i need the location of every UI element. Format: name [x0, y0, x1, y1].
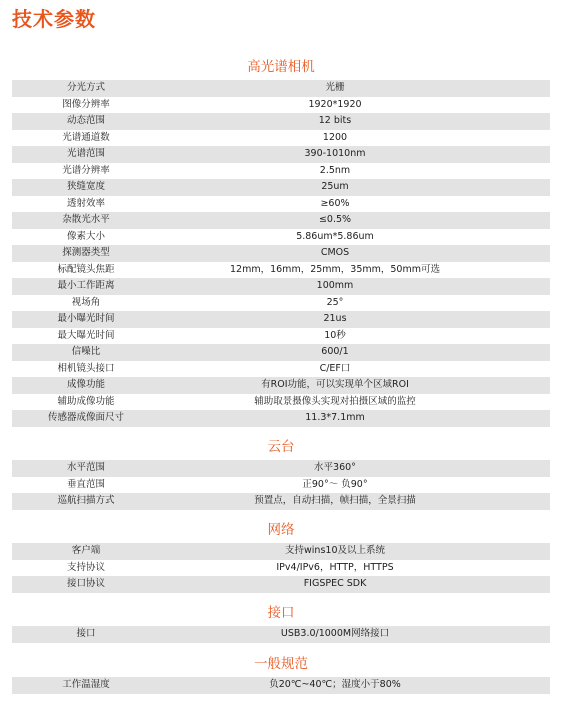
spec-label: 标配镜头焦距: [57, 263, 115, 275]
section-interface: [12, 604, 550, 643]
spec-label: 水平范围: [66, 462, 105, 473]
spec-value: USB3.0/1000M网络接口: [280, 628, 390, 639]
spec-value: IPv4/IPv6，HTTP，HTTPS: [276, 561, 394, 573]
spec-row: [12, 394, 550, 411]
spec-label: 接口协议: [66, 578, 105, 589]
spec-label: 动态范围: [66, 115, 105, 126]
spec-row: [12, 460, 550, 477]
spec-label: 最小曝光时间: [57, 313, 115, 324]
spec-row: [12, 477, 550, 494]
section-title: 接口: [267, 605, 295, 621]
spec-row: [12, 576, 550, 593]
spec-row: [12, 560, 550, 577]
spec-row: [12, 626, 550, 643]
spec-row: [12, 229, 550, 246]
spec-value: 25°: [326, 296, 344, 308]
spec-value: 390-1010nm: [304, 148, 366, 159]
section-general-specs: [12, 655, 550, 694]
spec-value: 12mm，16mm，25mm，35mm，50mm可选: [230, 263, 440, 275]
spec-row: [12, 163, 550, 180]
spec-value: 25um: [321, 181, 349, 192]
spec-row: [12, 80, 550, 97]
spec-label: 光谱范围: [66, 148, 105, 159]
spec-label: 巡航扫描方式: [57, 495, 115, 506]
spec-value: CMOS: [320, 247, 350, 258]
spec-row: [12, 377, 550, 394]
spec-row: [12, 311, 550, 328]
spec-value: 600/1: [321, 346, 349, 357]
spec-value: 正90°～ 负90°: [302, 478, 368, 490]
spec-row: [12, 212, 550, 229]
spec-label: 支持协议: [66, 561, 105, 573]
section-title: 一般规范: [254, 656, 308, 672]
spec-value: 有ROI功能，可以实现单个区域ROI: [261, 379, 409, 390]
spec-value: 10秒: [324, 329, 346, 341]
spec-label: 狭缝宽度: [66, 181, 105, 192]
spec-row: [12, 97, 550, 114]
spec-label: 传感器成像面尺寸: [47, 412, 124, 423]
spec-row: [12, 113, 550, 130]
spec-row: [12, 328, 550, 345]
spec-row: [12, 278, 550, 295]
spec-value: 支持wins10及以上系统: [285, 545, 385, 556]
spec-value: 负20℃~40℃；湿度小于80%: [269, 679, 401, 690]
section-title: 云台: [267, 439, 295, 455]
spec-row: [12, 179, 550, 196]
section-title: 网络: [267, 522, 295, 538]
spec-label: 分光方式: [66, 82, 105, 93]
spec-value: 辅助取景摄像头实现对拍摄区域的监控: [254, 395, 416, 407]
spec-label: 工作温湿度: [62, 679, 110, 690]
spec-row: [12, 196, 550, 213]
spec-value: ≤0.5%: [318, 214, 352, 225]
spec-row: [12, 410, 550, 427]
spec-value: 5.86um*5.86um: [296, 230, 374, 242]
spec-row: [12, 361, 550, 378]
spec-row: [12, 130, 550, 147]
section-network: [12, 521, 550, 593]
spec-value: ≥60%: [320, 197, 350, 209]
spec-label: 信噪比: [71, 346, 101, 357]
spec-label: 辅助成像功能: [57, 395, 115, 407]
spec-row: [12, 295, 550, 312]
spec-label: 透射效率: [66, 197, 105, 209]
section-title: 高光谱相机: [247, 59, 315, 75]
spec-label: 客户端: [71, 545, 101, 556]
spec-row: [12, 677, 550, 694]
spec-value: FIGSPEC SDK: [303, 578, 367, 589]
spec-label: 最大曝光时间: [57, 329, 115, 341]
spec-label: 成像功能: [66, 379, 105, 390]
spec-value: 1200: [322, 131, 348, 143]
spec-value: 100mm: [316, 280, 354, 291]
spec-value: 21us: [323, 313, 347, 324]
spec-label: 接口: [76, 628, 96, 639]
spec-label: 光谱通道数: [62, 131, 110, 143]
spec-row: [12, 245, 550, 262]
spec-label: 探测器类型: [62, 247, 110, 258]
spec-value: 预置点，自动扫描，帧扫描，全景扫描: [254, 495, 416, 506]
section-hyperspectral-camera: [12, 58, 550, 427]
spec-label: 光谱分辨率: [62, 164, 110, 176]
spec-value: C/EF口: [319, 362, 351, 374]
spec-value: 12 bits: [318, 115, 352, 126]
spec-label: 像素大小: [66, 230, 105, 242]
spec-row: [12, 262, 550, 279]
spec-value: 11.3*7.1mm: [305, 412, 365, 423]
spec-value: 1920*1920: [308, 98, 362, 110]
spec-row: [12, 543, 550, 560]
spec-row: [12, 493, 550, 510]
spec-label: 视场角: [71, 296, 101, 308]
spec-value: 2.5nm: [319, 164, 351, 176]
section-gimbal: [12, 438, 550, 510]
spec-row: [12, 344, 550, 361]
spec-label: 最小工作距离: [57, 280, 115, 291]
spec-value: 水平360°: [314, 462, 356, 473]
spec-label: 杂散光水平: [62, 214, 110, 225]
spec-row: [12, 146, 550, 163]
spec-value: 光栅: [325, 82, 345, 93]
spec-label: 图像分辨率: [62, 98, 110, 110]
page-title: 技术参数: [12, 7, 96, 31]
spec-label: 相机镜头接口: [57, 362, 115, 374]
spec-label: 垂直范围: [66, 478, 105, 490]
